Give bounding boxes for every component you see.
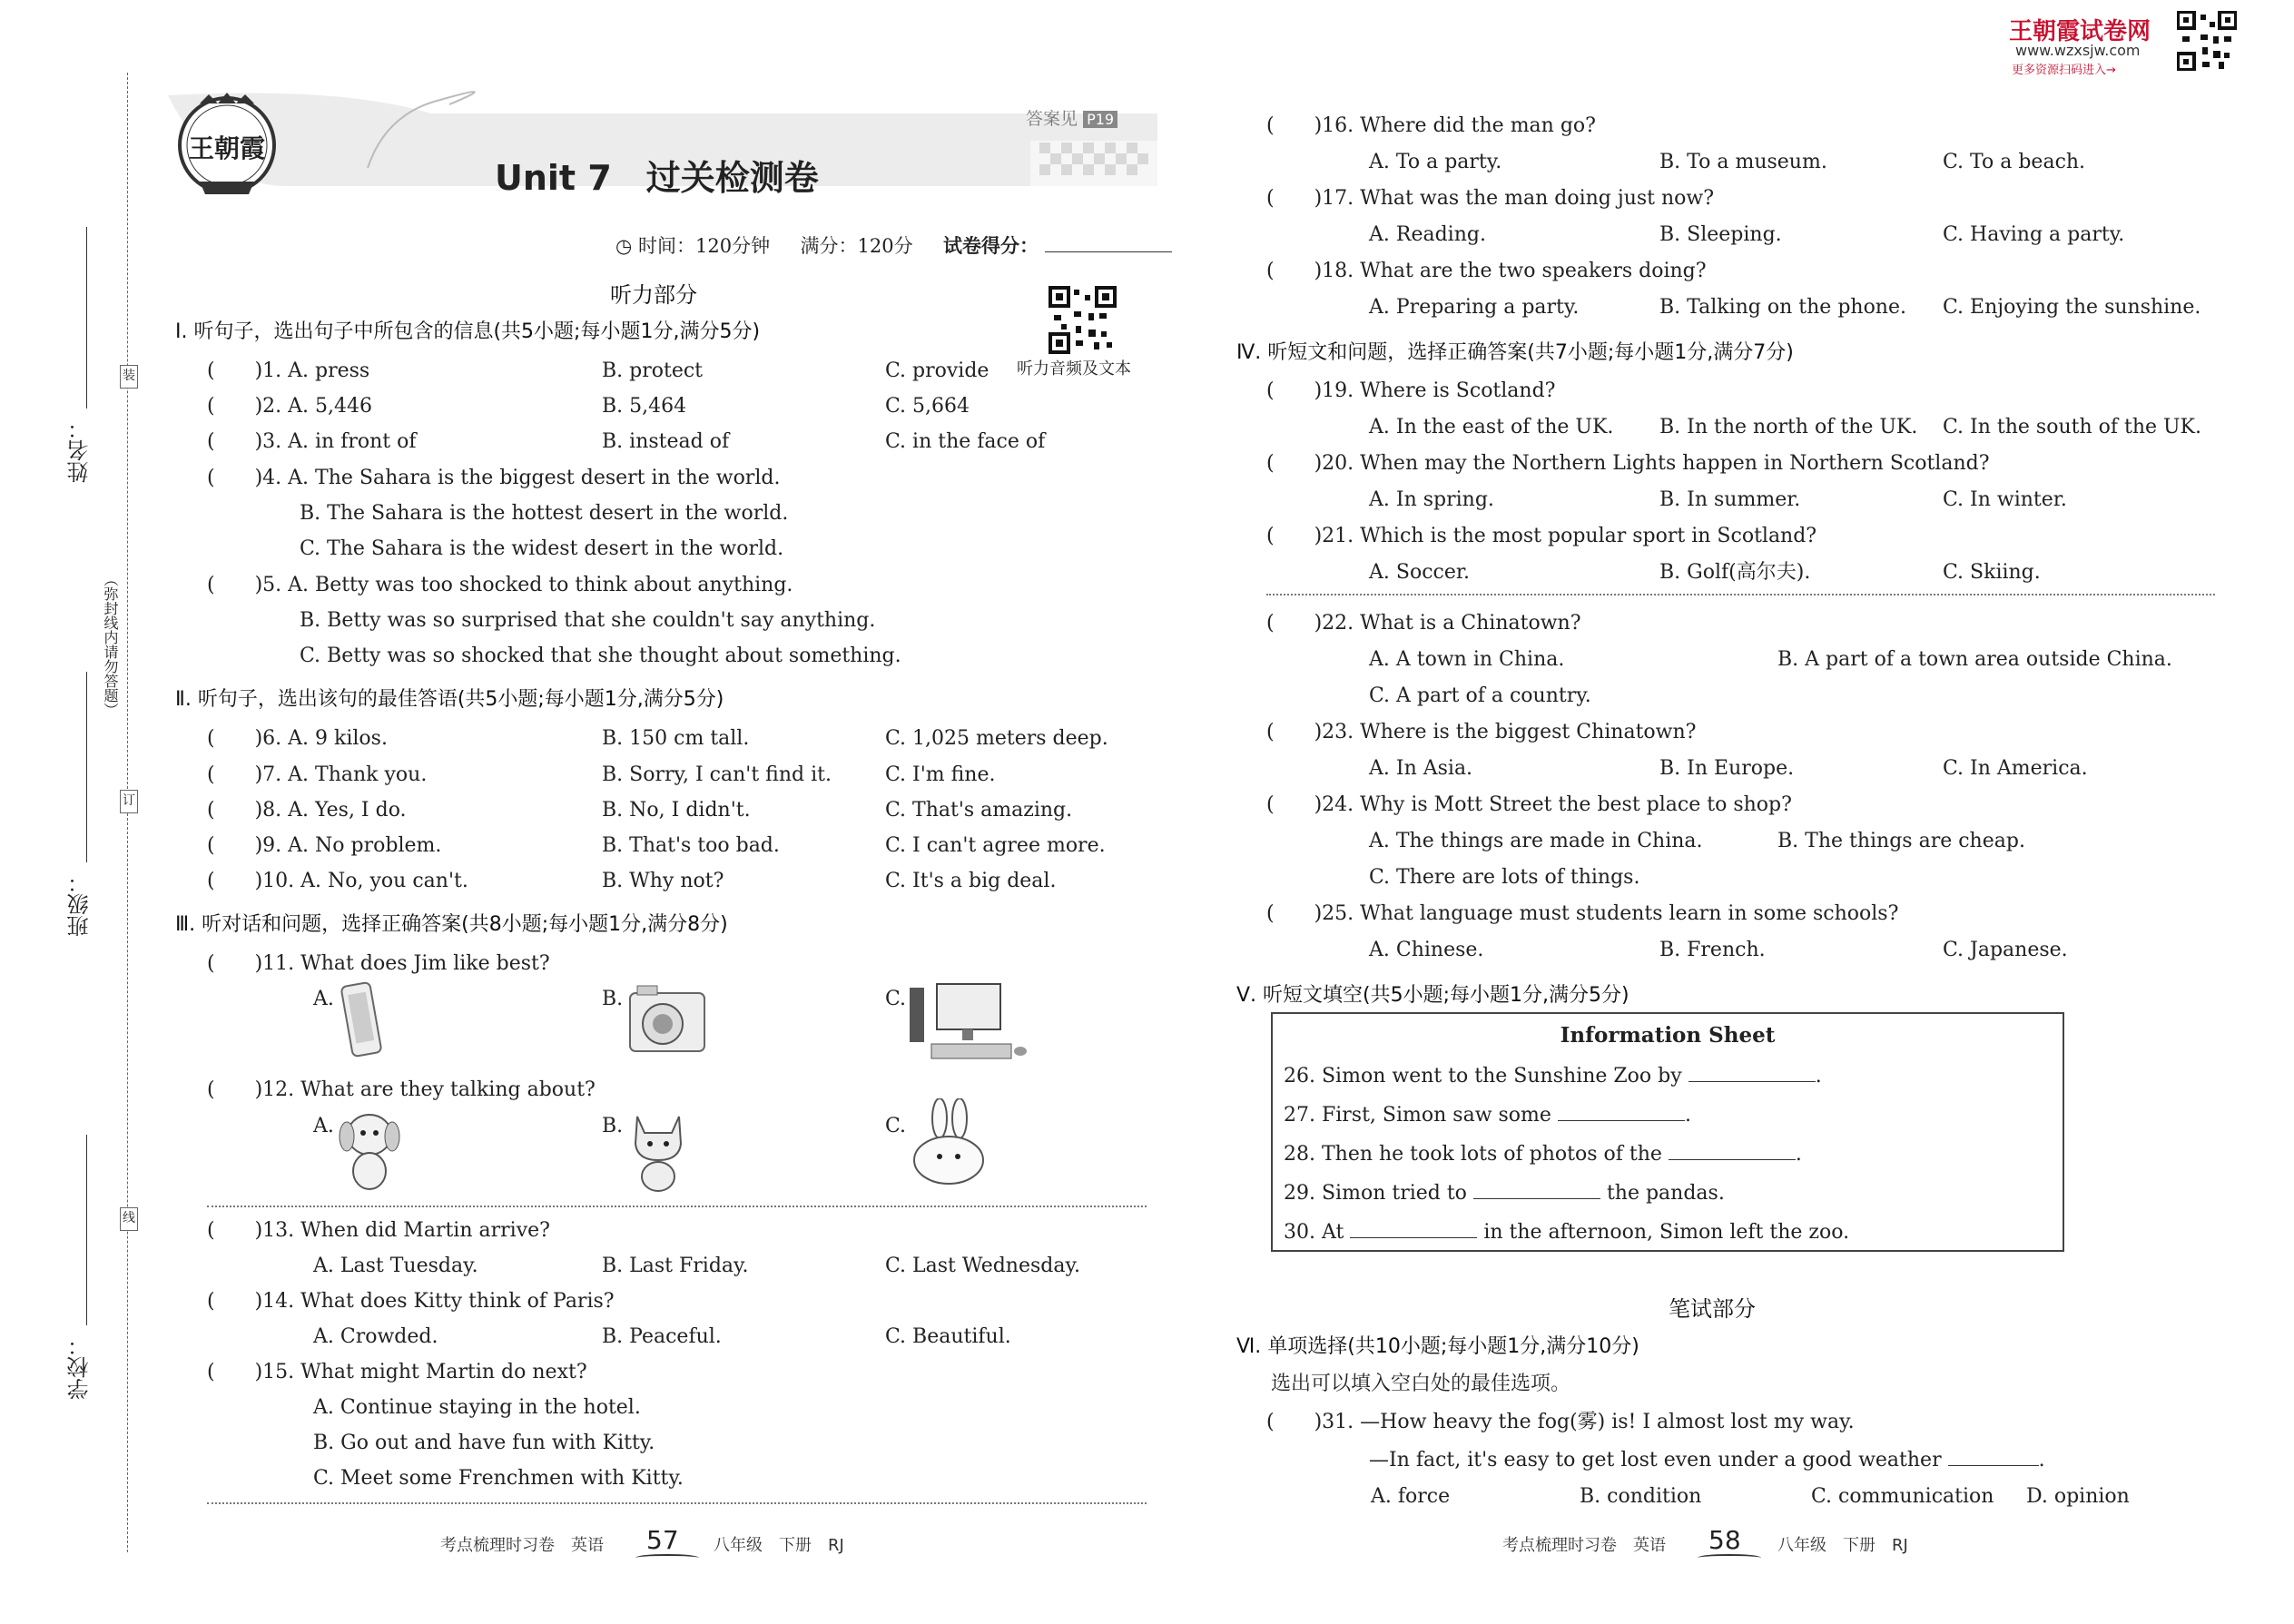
q15-stem: ( )15. What might Martin do next? xyxy=(207,1361,587,1383)
q2-stem: ( )2. A. 5,446 xyxy=(207,395,373,418)
q25-option-c[interactable]: C. Japanese. xyxy=(1943,939,2068,961)
computer-icon xyxy=(906,980,1033,1067)
answer-blank-28[interactable] xyxy=(1669,1143,1796,1160)
computer-picture[interactable] xyxy=(906,980,1033,1070)
rabbit-icon xyxy=(903,1098,994,1189)
q24-option-c[interactable]: C. There are lots of things. xyxy=(1369,866,1640,889)
q31-line2 xyxy=(1369,1449,2045,1471)
footer-grade: 八年级 下册 RJ xyxy=(1777,1536,1908,1555)
q12-option-b[interactable]: B. xyxy=(602,1115,624,1137)
q18-option-a[interactable]: A. Preparing a party. xyxy=(1369,296,1580,319)
q2-option-b[interactable]: B. 5,464 xyxy=(602,395,687,418)
info-30-text: 30. At xyxy=(1284,1221,1344,1244)
q9-option-c[interactable]: C. I can't agree more. xyxy=(885,834,1106,857)
q1-option-c[interactable]: C. provide xyxy=(885,359,989,382)
q12-option-a[interactable]: A. xyxy=(313,1115,334,1137)
q20-stem: ( )20. When may the Northern Lights happen in Northern Scotland? xyxy=(1266,452,1990,475)
q13-stem: ( )13. When did Martin arrive? xyxy=(207,1219,550,1242)
q10-stem: ( )10. A. No, you can't. xyxy=(207,870,468,892)
q31-option-b[interactable]: B. condition xyxy=(1580,1485,1702,1508)
footer-book: 考点梳理时习卷 英语 xyxy=(440,1536,604,1555)
q8-option-b[interactable]: B. No, I didn't. xyxy=(602,799,751,822)
exam-meta xyxy=(615,231,1172,259)
q8-stem: ( )8. A. Yes, I do. xyxy=(207,799,407,822)
camera-icon xyxy=(625,980,711,1062)
q31-option-d[interactable]: D. opinion xyxy=(2026,1485,2130,1508)
q20-option-a[interactable]: A. In spring. xyxy=(1369,488,1494,511)
q21-option-c[interactable]: C. Skiing. xyxy=(1943,561,2041,584)
q4-stem: ( )4. A. The Sahara is the biggest desert in the world. xyxy=(207,467,781,489)
class-blank xyxy=(86,672,87,862)
q3-option-b[interactable]: B. instead of xyxy=(602,430,730,453)
info-27-text: 27. First, Simon saw some xyxy=(1284,1104,1551,1127)
time-label: 时间：120分钟 xyxy=(638,235,771,257)
q18-option-b[interactable]: B. Talking on the phone. xyxy=(1659,296,1906,319)
q20-option-c[interactable]: C. In winter. xyxy=(1943,488,2067,511)
divider xyxy=(1266,594,2215,595)
q16-option-c[interactable]: C. To a beach. xyxy=(1943,151,2086,173)
class-label: 班级： xyxy=(67,871,93,937)
q31-answer-blank[interactable] xyxy=(1948,1449,2039,1466)
q13-option-c[interactable]: C. Last Wednesday. xyxy=(885,1255,1080,1277)
brand-qr-code[interactable] xyxy=(2177,11,2237,71)
q17-option-a[interactable]: A. Reading. xyxy=(1369,223,1486,246)
q16-stem: ( )16. Where did the man go? xyxy=(1266,114,1596,137)
q1-option-b[interactable]: B. protect xyxy=(602,359,704,382)
brand-logo xyxy=(172,91,281,200)
q23-option-b[interactable]: B. In Europe. xyxy=(1659,757,1795,780)
school-blank xyxy=(86,1135,87,1325)
q14-option-b[interactable]: B. Peaceful. xyxy=(602,1325,722,1348)
q23-option-c[interactable]: C. In America. xyxy=(1943,757,2088,780)
section-5-heading: Ⅴ. 听短文填空(共5小题;每小题1分,满分5分) xyxy=(1236,984,1629,1007)
brand-name: 王朝霞试卷网 xyxy=(2009,18,2151,45)
q19-option-c[interactable]: C. In the south of the UK. xyxy=(1943,416,2201,438)
score-label: 试卷得分： xyxy=(942,235,1039,257)
q24-stem: ( )24. Why is Mott Street the best place to shop? xyxy=(1266,793,1792,816)
q3-option-c[interactable]: C. in the face of xyxy=(885,430,1046,453)
q11-stem: ( )11. What does Jim like best? xyxy=(207,952,550,975)
q12-stem: ( )12. What are they talking about? xyxy=(207,1078,596,1101)
q18-stem: ( )18. What are the two speakers doing? xyxy=(1266,260,1707,282)
section-3-heading: Ⅲ. 听对话和问题，选择正确答案(共8小题;每小题1分,满分8分) xyxy=(175,913,728,936)
q7-option-b[interactable]: B. Sorry, I can't find it. xyxy=(602,763,832,786)
q2-option-c[interactable]: C. 5,664 xyxy=(885,395,970,418)
logo-text: 王朝霞 xyxy=(189,133,266,163)
q31-option-c[interactable]: C. communication xyxy=(1811,1485,1994,1508)
info-29-text: 29. Simon tried to xyxy=(1284,1182,1467,1205)
q19-option-b[interactable]: B. In the north of the UK. xyxy=(1659,416,1918,438)
q10-option-b[interactable]: B. Why not? xyxy=(602,870,724,892)
q8-option-c[interactable]: C. That's amazing. xyxy=(885,799,1073,822)
q17-stem: ( )17. What was the man doing just now? xyxy=(1266,187,1715,210)
q5-option-c[interactable]: C. Betty was so shocked that she thought about something. xyxy=(300,645,901,667)
answer-ref-page: P19 xyxy=(1083,111,1117,128)
q25-option-b[interactable]: B. French. xyxy=(1659,939,1766,961)
info-26-end: . xyxy=(1815,1065,1822,1088)
q7-stem: ( )7. A. Thank you. xyxy=(207,763,428,786)
q16-option-b[interactable]: B. To a museum. xyxy=(1659,151,1827,173)
section-6-heading: Ⅵ. 单项选择(共10小题;每小题1分,满分10分) xyxy=(1236,1335,1639,1358)
info-line-28 xyxy=(1284,1143,1802,1165)
seal-mark-3: 线 xyxy=(120,1207,138,1231)
q21-option-b[interactable]: B. Golf(高尔夫). xyxy=(1659,561,1811,584)
q9-option-b[interactable]: B. That's too bad. xyxy=(602,834,780,857)
q13-option-a[interactable]: A. Last Tuesday. xyxy=(313,1255,478,1277)
q31-end: . xyxy=(2038,1449,2045,1471)
q1-stem: ( )1. A. press xyxy=(207,359,370,382)
q23-option-a[interactable]: A. In Asia. xyxy=(1369,757,1473,780)
q22-stem: ( )22. What is a Chinatown? xyxy=(1266,612,1581,635)
q11-option-b[interactable]: B. xyxy=(602,988,624,1010)
q31-stem: ( )31. —How heavy the fog(雾) is! I almost lost my way. xyxy=(1266,1411,1855,1433)
footer-grade: 八年级 下册 RJ xyxy=(714,1536,844,1555)
info-line-29 xyxy=(1284,1182,1725,1204)
q10-option-c[interactable]: C. It's a big deal. xyxy=(885,870,1057,892)
q15-option-c[interactable]: C. Meet some Frenchmen with Kitty. xyxy=(313,1467,684,1490)
rabbit-picture[interactable] xyxy=(903,1098,994,1193)
q22-option-c[interactable]: C. A part of a country. xyxy=(1369,684,1591,707)
phone-icon xyxy=(336,980,390,1062)
info-line-30 xyxy=(1284,1221,1849,1243)
q31-line2-text: —In fact, it's easy to get lost even under a good weather xyxy=(1369,1449,1942,1471)
q11-option-c[interactable]: C. xyxy=(885,988,907,1010)
q15-option-a[interactable]: A. Continue staying in the hotel. xyxy=(313,1396,641,1419)
divider xyxy=(207,1502,1147,1504)
q4-option-c[interactable]: C. The Sahara is the widest desert in the world. xyxy=(300,537,784,560)
q9-stem: ( )9. A. No problem. xyxy=(207,834,442,857)
q17-option-c[interactable]: C. Having a party. xyxy=(1943,223,2125,246)
qr-caption: 听力音频及文本 xyxy=(1017,359,1131,379)
written-heading: 笔试部分 xyxy=(1669,1296,1756,1322)
qr-icon xyxy=(2177,11,2237,71)
section-1-heading: Ⅰ. 听句子，选出句子中所包含的信息(共5小题;每小题1分,满分5分) xyxy=(175,320,761,343)
section-4-heading: Ⅳ. 听短文和问题，选择正确答案(共7小题;每小题1分,满分7分) xyxy=(1236,341,1794,364)
qr-icon xyxy=(1049,286,1117,354)
q31-option-a[interactable]: A. force xyxy=(1371,1485,1451,1508)
q14-stem: ( )14. What does Kitty think of Paris? xyxy=(207,1290,615,1313)
q21-option-a[interactable]: A. Soccer. xyxy=(1369,561,1470,584)
q24-option-b[interactable]: B. The things are cheap. xyxy=(1777,830,2025,852)
info-29-end: the pandas. xyxy=(1606,1182,1725,1205)
full-score-label: 满分：120分 xyxy=(800,235,913,257)
q13-option-b[interactable]: B. Last Friday. xyxy=(602,1255,749,1277)
answer-ref-label: 答案见 xyxy=(1026,109,1078,129)
q6-stem: ( )6. A. 9 kilos. xyxy=(207,727,388,750)
q19-stem: ( )19. Where is Scotland? xyxy=(1266,379,1556,402)
page-title: Unit 7 过关检测卷 xyxy=(495,158,819,198)
q6-option-b[interactable]: B. 150 cm tall. xyxy=(602,727,750,750)
q6-option-c[interactable]: C. 1,025 meters deep. xyxy=(885,727,1108,750)
q17-option-b[interactable]: B. Sleeping. xyxy=(1659,223,1782,246)
q19-option-a[interactable]: A. In the east of the UK. xyxy=(1369,416,1614,438)
q25-option-a[interactable]: A. Chinese. xyxy=(1369,939,1484,961)
seal-note: （弥封线内请勿答题） xyxy=(102,572,119,717)
footer-page-number: 58 xyxy=(1708,1525,1741,1555)
name-label: 姓名： xyxy=(67,418,93,483)
q22-option-a[interactable]: A. A town in China. xyxy=(1369,648,1565,671)
q14-option-a[interactable]: A. Crowded. xyxy=(313,1325,438,1348)
q22-option-b[interactable]: B. A part of a town area outside China. xyxy=(1777,648,2172,671)
info-sheet-title: Information Sheet xyxy=(1560,1023,1776,1048)
page-number-underline xyxy=(1698,1554,1761,1561)
cat-picture[interactable] xyxy=(625,1107,693,1197)
q23-stem: ( )23. Where is the biggest Chinatown? xyxy=(1266,721,1697,743)
answer-blank-26[interactable] xyxy=(1689,1065,1816,1082)
listening-heading: 听力部分 xyxy=(610,282,697,308)
info-28-text: 28. Then he took lots of photos of the xyxy=(1284,1143,1662,1166)
q24-option-a[interactable]: A. The things are made in China. xyxy=(1369,830,1703,852)
answer-blank-30[interactable] xyxy=(1350,1221,1477,1238)
info-line-27 xyxy=(1284,1104,1691,1126)
page-number-underline xyxy=(635,1554,699,1561)
seal-mark-1: 装 xyxy=(120,365,138,389)
q3-stem: ( )3. A. in front of xyxy=(207,430,417,453)
q18-option-c[interactable]: C. Enjoying the sunshine. xyxy=(1943,296,2201,319)
q21-stem: ( )21. Which is the most popular sport in Scotland? xyxy=(1266,525,1817,547)
answer-blank-27[interactable] xyxy=(1558,1104,1685,1121)
q5-option-b[interactable]: B. Betty was so surprised that she couldn't say anything. xyxy=(300,609,876,632)
information-sheet xyxy=(1271,1012,2064,1252)
cat-icon xyxy=(625,1107,693,1194)
listening-qr-code[interactable] xyxy=(1049,286,1117,354)
answer-ref xyxy=(1026,105,1117,130)
q14-option-c[interactable]: C. Beautiful. xyxy=(885,1325,1011,1348)
info-27-end: . xyxy=(1684,1104,1691,1127)
camera-picture[interactable] xyxy=(625,980,711,1066)
q15-option-b[interactable]: B. Go out and have fun with Kitty. xyxy=(313,1432,655,1454)
footer-book: 考点梳理时习卷 英语 xyxy=(1502,1536,1666,1555)
phone-picture[interactable] xyxy=(336,980,390,1066)
q5-stem: ( )5. A. Betty was too shocked to think about anything. xyxy=(207,574,793,596)
info-30-end: in the afternoon, Simon left the zoo. xyxy=(1483,1221,1850,1244)
q12-option-c[interactable]: C. xyxy=(885,1115,907,1137)
divider xyxy=(207,1206,1147,1207)
clock-icon: ◷ xyxy=(615,235,633,257)
q20-option-b[interactable]: B. In summer. xyxy=(1659,488,1801,511)
brand-hint: 更多资源扫码进入→ xyxy=(2012,64,2116,77)
score-field[interactable] xyxy=(1045,235,1172,252)
name-blank xyxy=(86,227,87,408)
footer-page-number: 57 xyxy=(646,1525,679,1555)
school-label: 学校： xyxy=(67,1334,93,1400)
dog-picture[interactable] xyxy=(336,1107,404,1197)
dog-icon xyxy=(336,1107,404,1194)
q7-option-c[interactable]: C. I'm fine. xyxy=(885,763,996,786)
info-line-26 xyxy=(1284,1065,1822,1087)
seal-mark-2: 订 xyxy=(120,790,138,813)
q11-option-a[interactable]: A. xyxy=(313,988,334,1010)
section-6-instruction: 选出可以填入空白处的最佳选项。 xyxy=(1271,1373,1571,1395)
section-2-heading: Ⅱ. 听句子，选出该句的最佳答语(共5小题;每小题1分,满分5分) xyxy=(175,688,724,711)
q25-stem: ( )25. What language must students learn in some schools? xyxy=(1266,902,1899,925)
brand-url[interactable]: www.wzxsjw.com xyxy=(2015,42,2141,59)
info-26-text: 26. Simon went to the Sunshine Zoo by xyxy=(1284,1065,1682,1088)
answer-blank-29[interactable] xyxy=(1473,1182,1600,1199)
q4-option-b[interactable]: B. The Sahara is the hottest desert in the world. xyxy=(300,502,789,525)
info-28-end: . xyxy=(1795,1143,1802,1166)
q16-option-a[interactable]: A. To a party. xyxy=(1369,151,1502,173)
